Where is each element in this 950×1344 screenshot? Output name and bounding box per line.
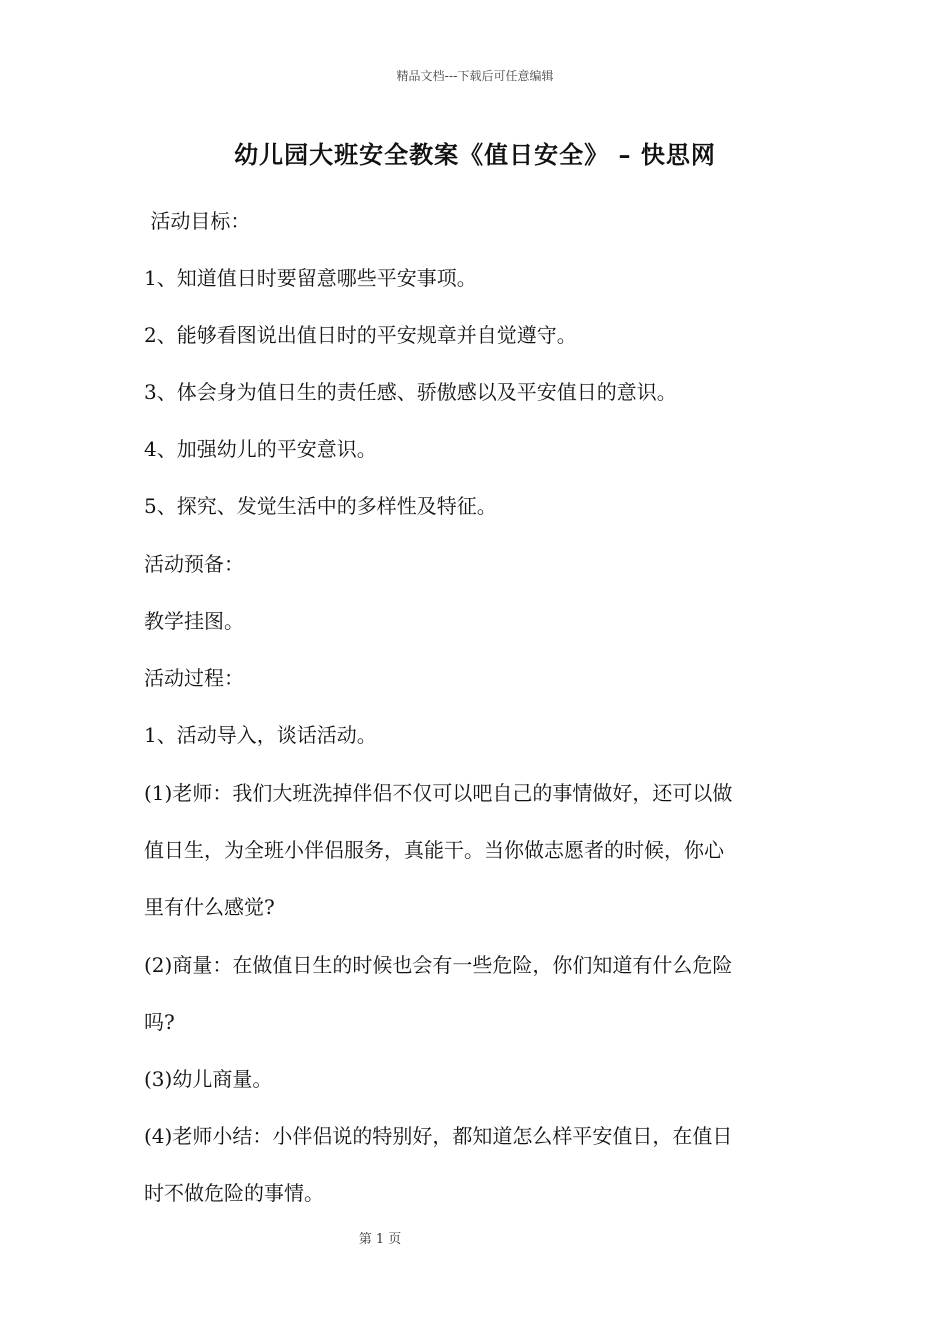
- doc-line: (2)商量：在做值日生的时候也会有一些危险，你们知道有什么危险: [144, 953, 733, 977]
- doc-line: 吗?: [144, 1010, 175, 1034]
- doc-line: 活动目标：: [144, 209, 251, 233]
- doc-line: 2、能够看图说出值日时的平安规章并自觉遵守。: [144, 323, 577, 347]
- doc-line: 4、加强幼儿的平安意识。: [144, 437, 377, 461]
- doc-line: 教学挂图。: [144, 609, 244, 633]
- doc-line: 里有什么感觉?: [144, 895, 275, 919]
- doc-line: 活动预备：: [144, 552, 244, 576]
- document-title: 幼儿园大班安全教案《值日安全》 – 快思网: [234, 140, 716, 169]
- doc-line: (1)老师：我们大班洗掉伴侣不仅可以吧自己的事情做好，还可以做: [144, 781, 733, 805]
- page-number: 第 1 页: [358, 1232, 402, 1247]
- doc-line: (3)幼儿商量。: [144, 1067, 273, 1091]
- doc-line: 5、探究、发觉生活中的多样性及特征。: [144, 494, 497, 518]
- doc-line: 1、活动导入，谈话活动。: [144, 723, 377, 747]
- doc-line: 1、知道值日时要留意哪些平安事项。: [144, 266, 477, 290]
- doc-line: (4)老师小结：小伴侣说的特别好，都知道怎么样平安值日，在值日: [144, 1124, 733, 1148]
- doc-line: 3、体会身为值日生的责任感、骄傲感以及平安值日的意识。: [144, 380, 677, 404]
- doc-line: 值日生，为全班小伴侣服务，真能干。当你做志愿者的时候，你心: [144, 838, 724, 862]
- doc-line: 活动过程：: [144, 666, 244, 690]
- header-note: 精品文档---下载后可任意编辑: [396, 69, 554, 83]
- doc-line: 时不做危险的事情。: [144, 1181, 324, 1205]
